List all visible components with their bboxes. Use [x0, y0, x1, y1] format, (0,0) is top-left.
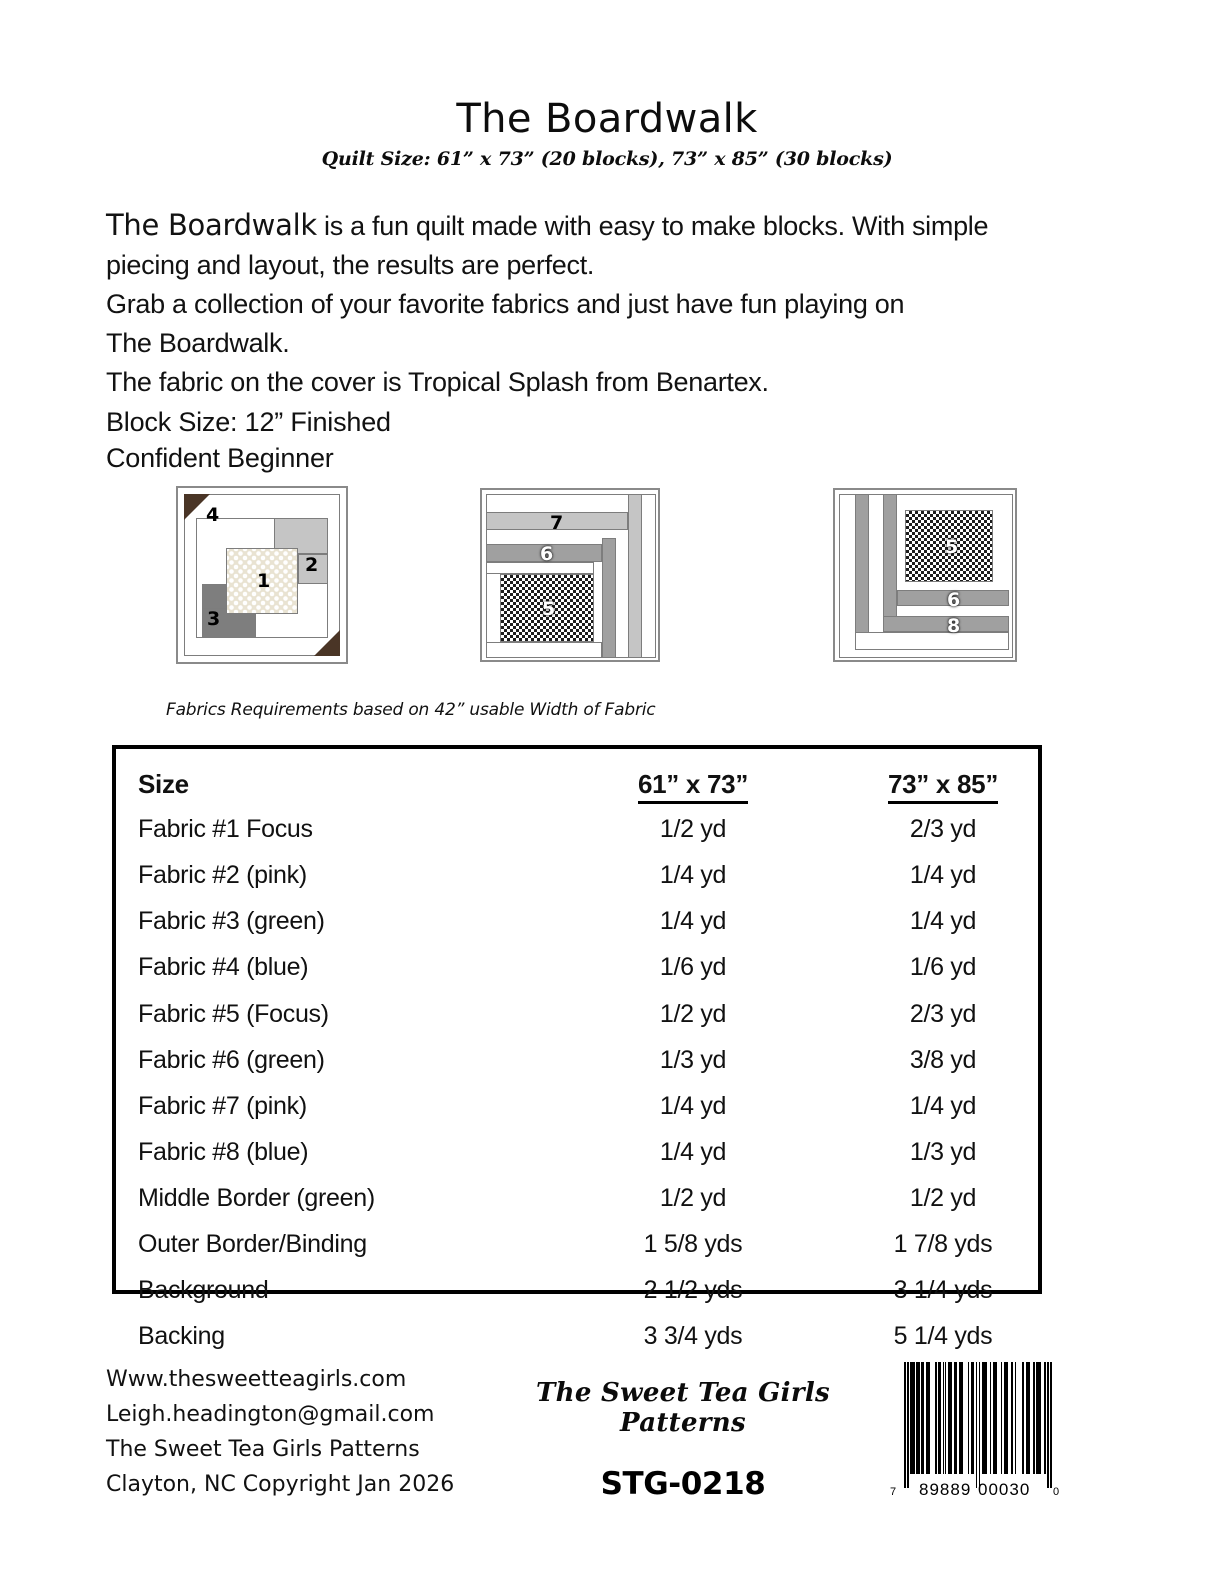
skill-level-text: Confident Beginner: [106, 443, 334, 473]
barcode-bar: [973, 1362, 975, 1474]
email-text: Leigh.headington@gmail.com: [106, 1402, 435, 1427]
table-row: [116, 1037, 1068, 1083]
cell-yardage-73x85: 1/4 yd: [909, 861, 977, 890]
block2-label-6: 6: [540, 543, 554, 565]
cell-fabric-name: Fabric #6 (green): [138, 1045, 325, 1074]
intro-line-1: [106, 206, 1066, 245]
cell-fabric-name: Fabric #4 (blue): [138, 953, 309, 982]
table-row: [116, 899, 1068, 945]
upc-barcode: [890, 1362, 1062, 1512]
company-text: The Sweet Tea Girls Patterns: [106, 1437, 420, 1462]
barcode-bars: [904, 1362, 1052, 1488]
quilt-size-subtitle: Quilt Size: 61” x 73” (20 blocks), 73” x 85” (30 blocks): [321, 148, 893, 170]
barcode-bar: [913, 1362, 915, 1474]
cell-yardage-73x85: 1/4 yd: [909, 907, 977, 936]
table-row: [116, 1083, 1068, 1129]
cell-yardage-73x85: 5 1/4 yds: [893, 1322, 993, 1351]
header-size-61x73: 61” x 73”: [568, 761, 818, 807]
cell-fabric-name: Backing: [138, 1322, 225, 1351]
intro-line-3: Grab a collection of your favorite fabrics and just have fun playing on: [106, 289, 905, 319]
table-head: [116, 761, 1068, 807]
block2-label-5: 5: [542, 598, 556, 620]
barcode-bar: [940, 1362, 942, 1474]
block3-label-8: 8: [947, 615, 961, 637]
cell-yardage-61x73: 1/4 yd: [659, 907, 727, 936]
cell-fabric-name: Fabric #7 (pink): [138, 1091, 307, 1120]
barcode-bar: [1050, 1362, 1052, 1488]
cell-fabric-name: Fabric #1 Focus: [138, 815, 313, 844]
barcode-check-digit: 0: [1053, 1486, 1061, 1498]
table-body: [116, 807, 1068, 1360]
barcode-bar: [979, 1362, 981, 1488]
block2-strip-7-right: [628, 494, 642, 658]
block1-corner-triangle-bottom-right: [314, 630, 340, 656]
block3-band-8-bottom: [883, 616, 1009, 632]
fabric-requirements-table: [116, 761, 1068, 1360]
block3-label-5: 5: [945, 536, 959, 558]
block1-label-1: 1: [257, 570, 271, 592]
brand-logo-text: The Sweet Tea Girls Patterns: [536, 1378, 830, 1438]
block-diagrams: [0, 486, 1214, 676]
barcode-bar: [1040, 1362, 1042, 1474]
brand-block: [498, 1378, 868, 1502]
sku-text: STG-0218: [600, 1466, 766, 1502]
cell-yardage-61x73: 1 5/8 yds: [643, 1230, 743, 1259]
barcode-bar: [962, 1362, 964, 1474]
intro-line-5: The fabric on the cover is Tropical Splash from Benartex.: [106, 367, 769, 397]
barcode-bar: [955, 1362, 957, 1474]
block3-strip-6-left: [883, 494, 897, 628]
cell-yardage-61x73: 1/4 yd: [659, 1091, 727, 1120]
barcode-bar: [1044, 1362, 1046, 1474]
table-row: [116, 1314, 1068, 1360]
intro-line-2: piecing and layout, the results are perfect.: [106, 250, 595, 280]
barcode-right-group: 00030: [978, 1480, 1031, 1499]
barcode-lead-digit: 7: [890, 1486, 898, 1498]
barcode-bar: [1029, 1362, 1031, 1474]
barcode-bar: [968, 1362, 970, 1474]
cell-yardage-73x85: 1 7/8 yds: [893, 1230, 993, 1259]
table-row: [116, 807, 1068, 853]
barcode-bar: [1015, 1362, 1017, 1474]
block-diagram-2: [480, 488, 660, 662]
cell-yardage-61x73: 1/2 yd: [659, 815, 727, 844]
cell-yardage-61x73: 1/2 yd: [659, 999, 727, 1028]
barcode-bar: [935, 1362, 937, 1474]
block2-bg-bottom: [486, 642, 602, 658]
barcode-bar: [904, 1362, 906, 1488]
barcode-bar: [1007, 1362, 1009, 1474]
barcode-bar: [951, 1362, 953, 1474]
cell-fabric-name: Fabric #5 (Focus): [138, 999, 329, 1028]
block1-label-3: 3: [207, 608, 221, 630]
barcode-bar: [923, 1362, 925, 1474]
website-text: Www.thesweetteagirls.com: [106, 1367, 407, 1392]
cell-fabric-name: Fabric #8 (blue): [138, 1137, 309, 1166]
cell-yardage-73x85: 1/3 yd: [909, 1137, 977, 1166]
barcode-bar: [1001, 1362, 1003, 1474]
block1-label-4: 4: [206, 504, 220, 526]
barcode-bar: [996, 1362, 998, 1474]
block-diagram-3: [833, 488, 1017, 662]
block2-strip-6-right: [602, 538, 616, 658]
table-row: [116, 945, 1068, 991]
barcode-bar: [976, 1362, 978, 1488]
barcode-bar: [929, 1362, 931, 1474]
barcode-bar: [907, 1362, 909, 1488]
barcode-bar: [918, 1362, 920, 1474]
fabric-requirements-table-container: [112, 745, 1042, 1351]
table-row: [116, 991, 1068, 1037]
cell-yardage-73x85: 1/6 yd: [909, 953, 977, 982]
header-size: Size: [138, 769, 189, 800]
block2-label-7: 7: [550, 512, 564, 534]
block-diagram-1: [176, 486, 348, 664]
table-row: [116, 1268, 1068, 1314]
barcode-bar: [1022, 1362, 1024, 1474]
intro-paragraph: [106, 206, 1066, 401]
cell-yardage-61x73: 1/3 yd: [659, 1045, 727, 1074]
table-header-row: [116, 761, 1068, 807]
intro-lead-title: The Boardwalk: [106, 208, 317, 242]
intro-line-1-rest: is a fun quilt made with easy to make blocks. With simple: [316, 211, 989, 241]
cell-yardage-61x73: 1/4 yd: [659, 1137, 727, 1166]
barcode-bar: [1047, 1362, 1049, 1488]
block3-bg-bottom: [855, 632, 1009, 650]
cell-yardage-73x85: 3 1/4 yds: [893, 1276, 993, 1305]
cell-fabric-name: Middle Border (green): [138, 1183, 375, 1212]
barcode-bar: [990, 1362, 992, 1474]
cell-yardage-61x73: 1/6 yd: [659, 953, 727, 982]
barcode-bar: [985, 1362, 987, 1474]
cell-fabric-name: Background: [138, 1276, 269, 1305]
block-meta: [106, 404, 806, 476]
location-copyright-text: Clayton, NC Copyright Jan 2026: [106, 1472, 455, 1497]
block3-label-6: 6: [947, 589, 961, 611]
table-row: [116, 1130, 1068, 1176]
table-row: [116, 1176, 1068, 1222]
cell-fabric-name: Fabric #3 (green): [138, 907, 325, 936]
barcode-bar: [1011, 1362, 1013, 1474]
barcode-digits: [890, 1480, 1062, 1504]
contact-block: [106, 1362, 454, 1502]
barcode-left-group: 89889: [919, 1480, 972, 1499]
requirements-note: Fabrics Requirements based on 42” usable Width of Fabric: [166, 700, 656, 720]
cell-yardage-73x85: 1/2 yd: [909, 1183, 977, 1212]
cell-fabric-name: Fabric #2 (pink): [138, 861, 307, 890]
table-row: [116, 853, 1068, 899]
table-row: [116, 1222, 1068, 1268]
cell-yardage-73x85: 3/8 yd: [909, 1045, 977, 1074]
cell-yardage-61x73: 2 1/2 yds: [643, 1276, 743, 1305]
cell-yardage-73x85: 1/4 yd: [909, 1091, 977, 1120]
cell-yardage-73x85: 2/3 yd: [909, 815, 977, 844]
cell-yardage-73x85: 2/3 yd: [909, 999, 977, 1028]
block3-strip-8-left: [855, 494, 869, 650]
barcode-bar: [945, 1362, 947, 1474]
block1-label-2: 2: [305, 554, 319, 576]
barcode-bar: [1033, 1362, 1035, 1474]
cell-fabric-name: Outer Border/Binding: [138, 1230, 367, 1259]
cell-yardage-61x73: 1/2 yd: [659, 1183, 727, 1212]
cell-yardage-61x73: 3 3/4 yds: [643, 1322, 743, 1351]
intro-line-4: The Boardwalk.: [106, 328, 290, 358]
header-size-73x85: 73” x 85”: [818, 761, 1068, 807]
block-size-text: Block Size: 12” Finished: [106, 407, 391, 437]
cell-yardage-61x73: 1/4 yd: [659, 861, 727, 890]
page-title: The Boardwalk: [456, 96, 758, 142]
